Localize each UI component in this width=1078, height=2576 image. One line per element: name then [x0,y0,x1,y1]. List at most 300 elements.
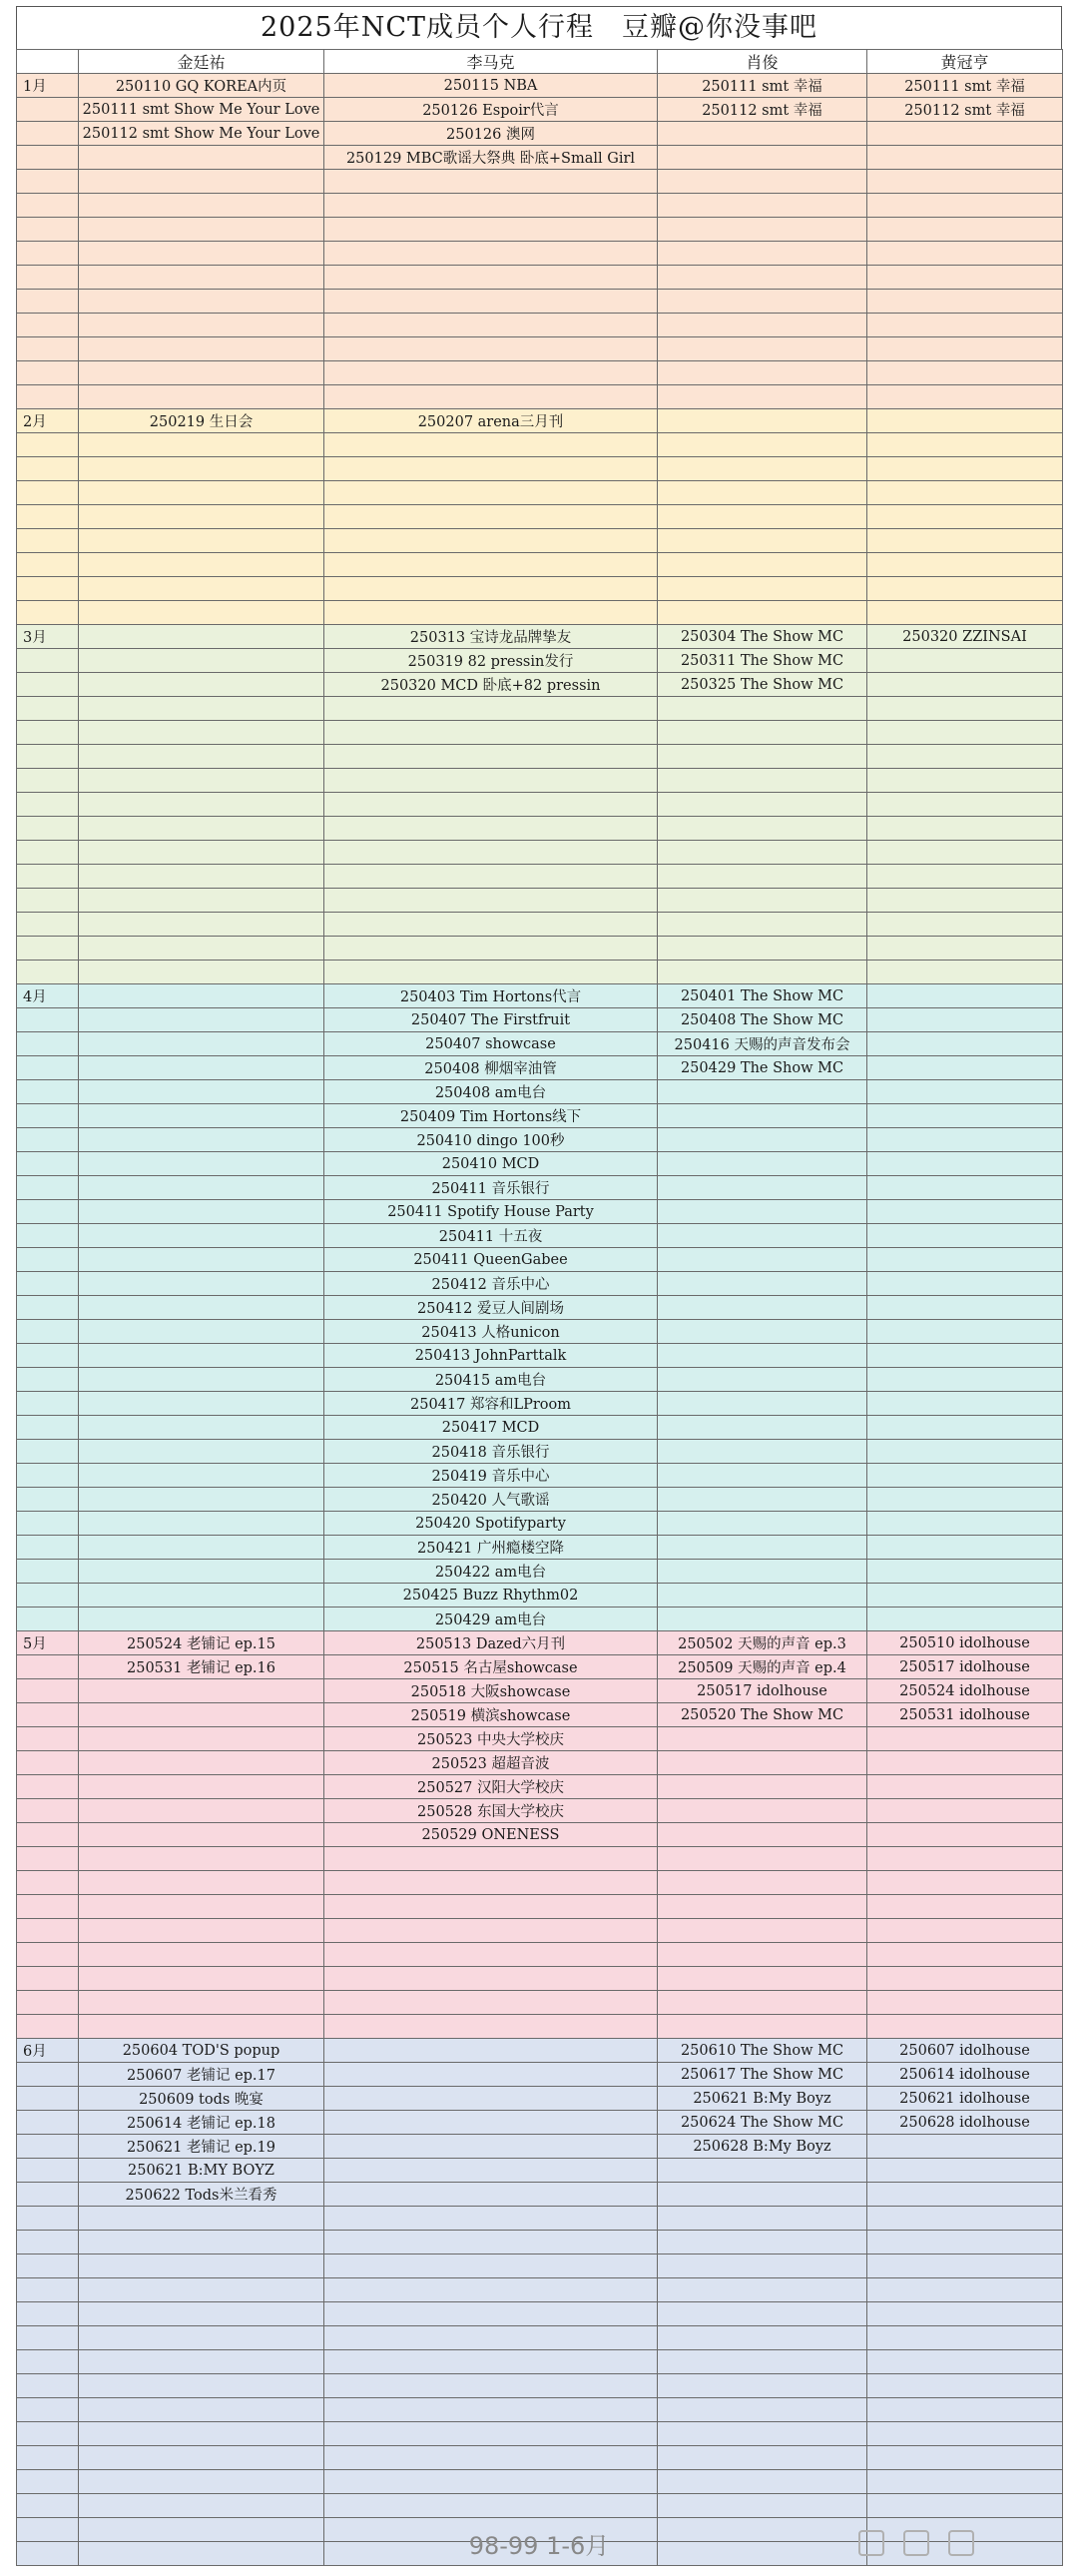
schedule-cell [79,961,324,984]
month-cell [17,1560,79,1584]
schedule-cell [867,433,1063,457]
schedule-cell [79,889,324,913]
schedule-cell: 250320 ZZINSAI [867,625,1063,649]
schedule-cell [658,721,867,745]
month-cell [17,2422,79,2446]
schedule-cell [79,1608,324,1631]
schedule-cell [79,841,324,865]
schedule-table [16,49,1063,2566]
schedule-cell: 250311 The Show MC [658,649,867,673]
schedule-cell [79,337,324,361]
schedule-cell [658,1823,867,1847]
schedule-cell [324,337,658,361]
schedule-cell [867,1368,1063,1392]
schedule-cell [867,1727,1063,1751]
month-cell [17,649,79,673]
schedule-cell [324,505,658,529]
month-cell [17,1320,79,1344]
month-cell [17,865,79,889]
schedule-row [17,937,1063,961]
schedule-cell [867,1200,1063,1224]
schedule-cell [658,194,867,218]
schedule-cell [658,1200,867,1224]
schedule-cell [867,1799,1063,1823]
schedule-cell [658,2494,867,2518]
month-cell [17,2302,79,2326]
schedule-cell [658,913,867,937]
schedule-row [17,1488,1063,1512]
schedule-cell [867,2494,1063,2518]
schedule-cell [79,625,324,649]
schedule-cell: 250617 The Show MC [658,2063,867,2087]
schedule-cell [79,1536,324,1560]
schedule-cell [867,2207,1063,2231]
schedule-cell: 250604 TOD'S popup [79,2039,324,2063]
schedule-cell [79,2398,324,2422]
schedule-cell: 250410 MCD [324,1152,658,1176]
schedule-cell [658,2446,867,2470]
schedule-row [17,2231,1063,2254]
schedule-row [17,2063,1063,2087]
schedule-row [17,1512,1063,1536]
schedule-cell: 250111 smt 幸福 [867,74,1063,98]
month-cell [17,2183,79,2207]
schedule-cell [867,170,1063,194]
page-title: 2025年NCT成员个人行程 豆瓣@你没事吧 [16,6,1062,49]
member-header: 金廷祐 [79,50,324,74]
schedule-cell [867,721,1063,745]
schedule-cell [79,1104,324,1128]
schedule-row [17,385,1063,409]
schedule-cell: 250115 NBA [324,74,658,98]
schedule-cell: 250413 JohnParttalk [324,1344,658,1368]
schedule-cell: 250111 smt 幸福 [658,74,867,98]
schedule-row [17,1943,1063,1967]
schedule-row [17,1775,1063,1799]
schedule-row [17,337,1063,361]
schedule-cell [867,937,1063,961]
schedule-row [17,625,1063,649]
schedule-cell [324,2183,658,2207]
month-cell [17,505,79,529]
schedule-cell [658,2254,867,2278]
schedule-cell: 250411 十五夜 [324,1224,658,1248]
month-cell [17,2135,79,2159]
schedule-row [17,673,1063,697]
schedule-cell [867,889,1063,913]
schedule-cell: 250422 am电台 [324,1560,658,1584]
schedule-cell [658,1775,867,1799]
month-cell [17,889,79,913]
schedule-cell [658,505,867,529]
schedule-cell: 250415 am电台 [324,1368,658,1392]
schedule-cell [658,146,867,170]
schedule-cell [79,2494,324,2518]
month-cell [17,2063,79,2087]
schedule-cell [324,170,658,194]
month-cell [17,1416,79,1440]
schedule-cell [324,2063,658,2087]
schedule-cell: 250325 The Show MC [658,673,867,697]
schedule-cell [658,457,867,481]
schedule-cell [79,1416,324,1440]
schedule-cell [867,1775,1063,1799]
schedule-row [17,2350,1063,2374]
schedule-cell [79,769,324,793]
schedule-cell [79,1464,324,1488]
schedule-row [17,1200,1063,1224]
schedule-cell [867,1943,1063,1967]
schedule-cell [867,1344,1063,1368]
schedule-row [17,2470,1063,2494]
schedule-cell [324,218,658,242]
schedule-row [17,290,1063,314]
schedule-cell [658,1536,867,1560]
schedule-cell [324,841,658,865]
schedule-cell: 250614 老铺记 ep.18 [79,2111,324,2135]
month-cell [17,1536,79,1560]
schedule-cell [658,1799,867,1823]
schedule-cell: 250429 The Show MC [658,1056,867,1080]
schedule-cell [867,961,1063,984]
schedule-cell [79,1248,324,1272]
schedule-row [17,2422,1063,2446]
schedule-cell: 250412 爱豆人间剧场 [324,1296,658,1320]
schedule-cell [867,242,1063,266]
schedule-cell [658,937,867,961]
schedule-cell [79,937,324,961]
schedule-cell [658,266,867,290]
schedule-cell: 250528 东国大学校庆 [324,1799,658,1823]
schedule-row [17,1919,1063,1943]
schedule-cell [324,2350,658,2374]
month-cell [17,337,79,361]
schedule-cell: 250609 tods 晚宴 [79,2087,324,2111]
schedule-cell [79,817,324,841]
schedule-cell [867,841,1063,865]
schedule-cell [867,2135,1063,2159]
schedule-cell [324,817,658,841]
schedule-cell [324,194,658,218]
month-cell: 6月 [17,2039,79,2063]
schedule-cell: 250320 MCD 卧底+82 pressin [324,673,658,697]
schedule-cell: 250429 am电台 [324,1608,658,1631]
schedule-cell [867,194,1063,218]
schedule-row [17,2398,1063,2422]
schedule-row [17,1224,1063,1248]
month-cell [17,2231,79,2254]
schedule-cell [867,1392,1063,1416]
month-cell [17,2087,79,2111]
schedule-cell: 250112 smt 幸福 [658,98,867,122]
schedule-row [17,1967,1063,1991]
schedule-cell [324,2015,658,2039]
month-cell [17,697,79,721]
schedule-cell: 250126 澳网 [324,122,658,146]
schedule-row [17,1272,1063,1296]
schedule-cell [658,817,867,841]
schedule-row [17,74,1063,98]
schedule-row [17,2374,1063,2398]
schedule-cell [658,290,867,314]
schedule-cell [79,1032,324,1056]
schedule-cell [658,481,867,505]
schedule-row [17,961,1063,984]
schedule-cell [324,2374,658,2398]
download-icon[interactable] [903,2530,929,2556]
schedule-cell [658,1512,867,1536]
schedule-cell: 250523 超超音波 [324,1751,658,1775]
copy-icon[interactable] [858,2530,884,2556]
schedule-row [17,984,1063,1008]
month-cell [17,1751,79,1775]
schedule-row [17,1727,1063,1751]
schedule-cell: 250520 The Show MC [658,1703,867,1727]
schedule-cell [658,1248,867,1272]
schedule-cell: 250509 天赐的声音 ep.4 [658,1655,867,1679]
schedule-row [17,2446,1063,2470]
schedule-cell: 250411 音乐银行 [324,1176,658,1200]
schedule-body [17,74,1063,2566]
schedule-cell [867,1823,1063,1847]
schedule-cell [324,2207,658,2231]
schedule-cell: 250413 人格unicon [324,1320,658,1344]
schedule-cell [658,1895,867,1919]
month-cell [17,1967,79,1991]
month-cell [17,290,79,314]
schedule-row [17,2135,1063,2159]
month-cell [17,2326,79,2350]
member-header: 李马克 [324,50,658,74]
schedule-cell [658,2422,867,2446]
schedule-row [17,2254,1063,2278]
schedule-cell [658,2398,867,2422]
schedule-cell: 250412 音乐中心 [324,1272,658,1296]
schedule-cell [79,721,324,745]
schedule-cell: 250621 B:My Boyz [658,2087,867,2111]
month-cell [17,937,79,961]
month-cell [17,2470,79,2494]
schedule-cell: 250420 Spotifyparty [324,1512,658,1536]
schedule-row [17,266,1063,290]
schedule-cell [658,433,867,457]
schedule-cell [658,1128,867,1152]
month-cell [17,481,79,505]
schedule-row [17,314,1063,337]
schedule-row [17,1440,1063,1464]
month-cell [17,553,79,577]
schedule-cell [79,601,324,625]
more-icon[interactable] [948,2530,974,2556]
month-cell: 3月 [17,625,79,649]
month-cell [17,1176,79,1200]
schedule-row [17,1991,1063,2015]
schedule-cell [658,745,867,769]
schedule-cell [324,2446,658,2470]
schedule-cell [658,2183,867,2207]
month-cell [17,1392,79,1416]
schedule-cell [324,697,658,721]
schedule-cell: 250515 名古屋showcase [324,1655,658,1679]
month-cell [17,2159,79,2183]
month-cell [17,266,79,290]
schedule-cell [867,1296,1063,1320]
schedule-cell [658,2326,867,2350]
schedule-cell [79,2231,324,2254]
schedule-cell [658,2374,867,2398]
month-cell [17,2374,79,2398]
month-cell [17,2398,79,2422]
schedule-row [17,218,1063,242]
schedule-cell: 250219 生日会 [79,409,324,433]
schedule-cell: 250408 am电台 [324,1080,658,1104]
schedule-cell [324,2231,658,2254]
schedule-cell [867,1320,1063,1344]
schedule-cell [324,2111,658,2135]
month-cell [17,2015,79,2039]
schedule-row [17,1104,1063,1128]
month-cell [17,98,79,122]
month-cell [17,1584,79,1608]
schedule-cell [658,1416,867,1440]
schedule-cell [867,1032,1063,1056]
schedule-cell: 250417 MCD [324,1416,658,1440]
schedule-cell: 250111 smt Show Me Your Love [79,98,324,122]
schedule-cell [658,1272,867,1296]
schedule-cell: 250517 idolhouse [658,1679,867,1703]
schedule-cell [867,2278,1063,2302]
schedule-cell [79,984,324,1008]
schedule-cell: 250126 Espoir代言 [324,98,658,122]
schedule-cell [79,1080,324,1104]
schedule-cell: 250531 老铺记 ep.16 [79,1655,324,1679]
schedule-cell [867,2302,1063,2326]
schedule-cell: 250410 dingo 100秒 [324,1128,658,1152]
schedule-cell: 250416 天赐的声音发布会 [658,1032,867,1056]
schedule-row [17,913,1063,937]
schedule-cell [658,2231,867,2254]
schedule-cell: 250621 idolhouse [867,2087,1063,2111]
schedule-row [17,889,1063,913]
schedule-cell [324,242,658,266]
schedule-cell [79,194,324,218]
schedule-cell [867,1152,1063,1176]
schedule-cell [79,457,324,481]
month-cell [17,1727,79,1751]
schedule-row [17,457,1063,481]
schedule-row [17,1847,1063,1871]
schedule-cell [867,1008,1063,1032]
schedule-cell [658,1104,867,1128]
month-cell [17,817,79,841]
schedule-row [17,1176,1063,1200]
schedule-cell [867,337,1063,361]
month-cell: 1月 [17,74,79,98]
schedule-cell [658,865,867,889]
schedule-cell [324,2135,658,2159]
schedule-cell [658,2159,867,2183]
schedule-cell [867,218,1063,242]
month-cell [17,1200,79,1224]
schedule-cell [658,1464,867,1488]
schedule-cell [324,314,658,337]
schedule-cell [324,2326,658,2350]
month-cell [17,601,79,625]
schedule-cell [658,793,867,817]
schedule-row [17,481,1063,505]
schedule-cell [658,1224,867,1248]
schedule-cell: 250112 smt 幸福 [867,98,1063,122]
schedule-cell [79,1152,324,1176]
schedule-cell [867,2422,1063,2446]
schedule-cell [79,2278,324,2302]
schedule-row [17,841,1063,865]
schedule-cell [867,697,1063,721]
schedule-cell [867,1847,1063,1871]
schedule-cell: 250420 人气歌谣 [324,1488,658,1512]
schedule-cell [867,2159,1063,2183]
schedule-cell [79,1895,324,1919]
month-cell [17,2111,79,2135]
schedule-row [17,1536,1063,1560]
schedule-cell [79,2207,324,2231]
schedule-cell: 250510 idolhouse [867,1631,1063,1655]
schedule-cell [658,2207,867,2231]
schedule-cell: 250425 Buzz Rhythm02 [324,1584,658,1608]
schedule-cell [324,290,658,314]
schedule-cell [79,1751,324,1775]
schedule-cell: 250313 宝诗龙品牌挚友 [324,625,658,649]
month-cell [17,314,79,337]
schedule-cell [658,1847,867,1871]
schedule-cell [79,218,324,242]
schedule-cell [79,1703,324,1727]
schedule-cell [867,1608,1063,1631]
schedule-cell [867,865,1063,889]
schedule-cell [867,913,1063,937]
schedule-cell: 250524 老铺记 ep.15 [79,1631,324,1655]
month-cell [17,1679,79,1703]
schedule-cell [79,481,324,505]
schedule-cell [79,2254,324,2278]
schedule-cell [658,242,867,266]
schedule-cell [658,170,867,194]
schedule-row [17,577,1063,601]
schedule-cell [324,529,658,553]
schedule-cell [79,146,324,170]
schedule-row [17,1823,1063,1847]
schedule-cell [79,1320,324,1344]
schedule-cell: 250523 中央大学校庆 [324,1727,658,1751]
month-cell [17,2278,79,2302]
schedule-row [17,1368,1063,1392]
schedule-cell [867,266,1063,290]
schedule-cell [324,889,658,913]
schedule-cell [79,1847,324,1871]
schedule-row [17,1703,1063,1727]
schedule-cell: 250408 The Show MC [658,1008,867,1032]
schedule-cell [324,913,658,937]
schedule-cell [79,2015,324,2039]
schedule-cell [658,1344,867,1368]
schedule-cell [79,1056,324,1080]
schedule-cell: 250409 Tim Hortons线下 [324,1104,658,1128]
schedule-cell [658,337,867,361]
month-cell [17,793,79,817]
schedule-row [17,2326,1063,2350]
schedule-cell [867,1895,1063,1919]
schedule-cell [658,1560,867,1584]
